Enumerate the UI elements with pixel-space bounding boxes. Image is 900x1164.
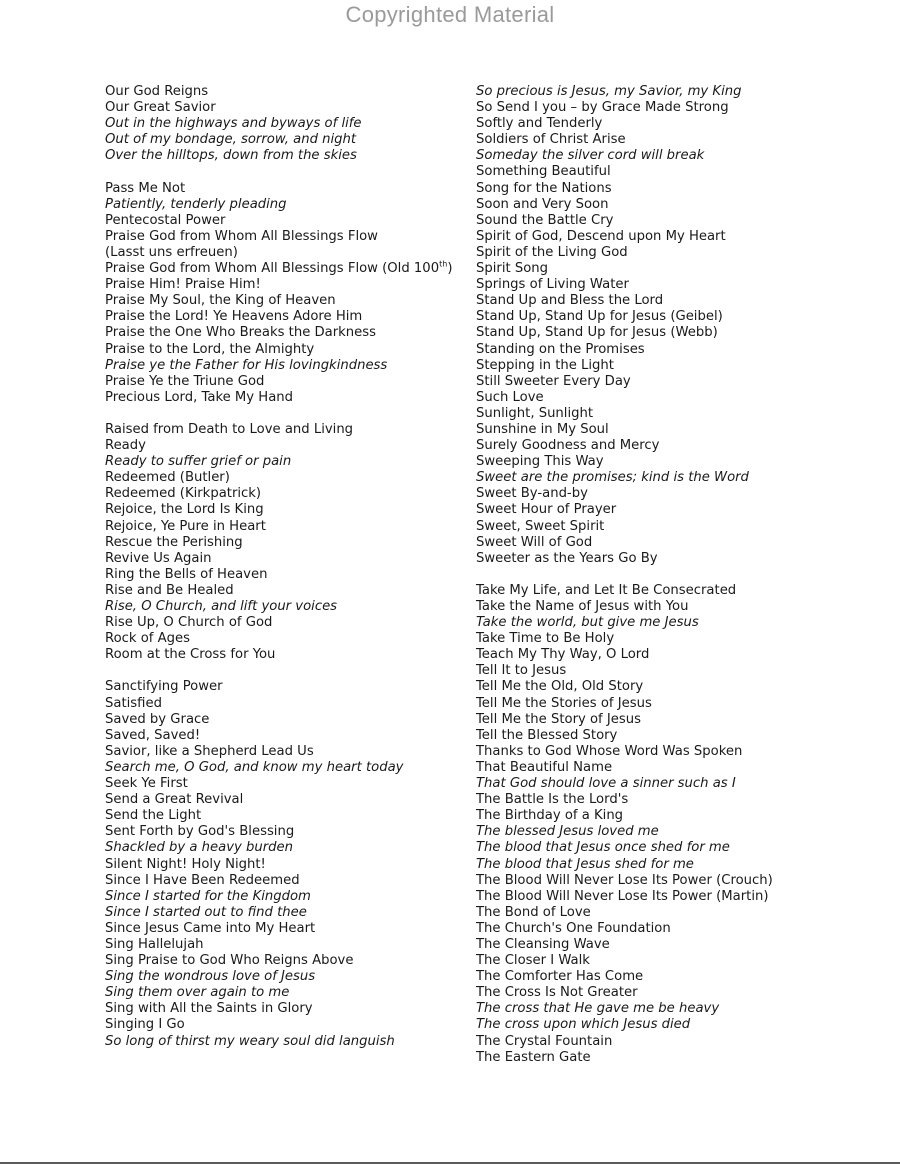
hymn-title (105, 792, 460, 808)
hymn-title (476, 824, 876, 840)
hymn-title (476, 921, 876, 937)
hymn-title (105, 840, 460, 856)
hymn-title (476, 213, 876, 229)
hymn-title (476, 808, 876, 824)
hymn-title (476, 277, 876, 293)
hymn-title-text: Ready (105, 438, 146, 454)
hymn-title (105, 438, 460, 454)
hymn-title-text: Shackled by a heavy burden (105, 840, 294, 856)
hymn-title-text: Praise ye the Father for His lovingkindness (105, 357, 388, 373)
hymn-title-text: Take the Name of Jesus with You (476, 599, 689, 614)
hymn-title (476, 486, 876, 502)
hymn-title (105, 390, 460, 406)
hymn-title-text: Surely Goodness and Mercy (476, 438, 660, 454)
hymn-title-text: Sweet Will of God (476, 534, 593, 550)
hymn-title-text: Soon and Very Soon (476, 196, 609, 212)
hymn-title (105, 696, 460, 712)
hymn-title (476, 776, 876, 792)
hymn-title (476, 519, 876, 535)
hymn-title-text: Rise, O Church, and lift your voices (105, 599, 338, 614)
hymn-title-text: Softly and Tenderly (476, 116, 603, 132)
hymn-title (476, 631, 876, 647)
hymn-title-text: The blood that Jesus once shed for me (476, 840, 730, 856)
hymn-title-text: The Bond of Love (476, 904, 591, 920)
hymn-title (105, 84, 460, 100)
hymn-title (105, 1001, 460, 1017)
hymn-title-text: The cross that He gave me be heavy (476, 1001, 720, 1017)
hymn-title-text: So precious is Jesus, my Savior, my King (476, 84, 742, 99)
hymn-title (476, 164, 876, 180)
hymn-title-text: Redeemed (Butler) (105, 470, 230, 486)
hymn-title-text: Sunshine in My Soul (476, 421, 609, 437)
ordinal-superscript: th (439, 259, 448, 269)
hymn-title (476, 245, 876, 261)
hymn-title-text: Stand Up, Stand Up for Jesus (Geibel) (476, 309, 723, 325)
hymn-title (105, 728, 460, 744)
hymn-title (476, 985, 876, 1001)
hymn-title (105, 148, 460, 164)
hymn-title (105, 631, 460, 647)
hymn-title (105, 647, 460, 663)
hymn-title-text: Rock of Ages (105, 631, 190, 647)
hymn-title (105, 953, 460, 969)
hymn-title-text: Rise Up, O Church of God (105, 615, 273, 631)
hymn-title-text: Sing Hallelujah (105, 936, 204, 952)
hymn-title-text: Silent Night! Holy Night! (105, 856, 266, 872)
hymn-title-text: (Lasst uns erfreuen) (105, 244, 238, 260)
copyright-watermark: Copyrighted Material (345, 2, 555, 27)
hymn-title (105, 486, 460, 502)
hymn-title (476, 390, 876, 406)
hymn-title-text: Take Time to Be Holy (476, 631, 615, 647)
hymn-title-text: Sunlight, Sunlight (476, 405, 594, 421)
hymn-title-text: Rejoice, the Lord Is King (105, 502, 264, 518)
hymn-title-text: The Comforter Has Come (476, 969, 644, 985)
hymn-title (105, 181, 460, 197)
hymn-title (105, 261, 460, 277)
hymn-title-text: Praise Him! Praise Him! (105, 277, 261, 293)
hymn-title (476, 792, 876, 808)
hymn-title (105, 325, 460, 341)
hymn-title (105, 519, 460, 535)
hymn-title-text: Out in the highways and byways of life (105, 116, 362, 132)
hymn-title (105, 921, 460, 937)
hymn-title-text: Since I started for the Kingdom (105, 888, 311, 904)
hymn-title-text: Tell Me the Story of Jesus (476, 711, 641, 727)
hymn-title-text: Such Love (476, 389, 544, 405)
hymn-title-text: Sound the Battle Cry (476, 212, 614, 228)
hymn-title-text: Take the world, but give me Jesus (476, 615, 699, 631)
hymn-title-text: Spirit Song (476, 261, 549, 277)
hymn-title (105, 776, 460, 792)
hymn-title (476, 840, 876, 856)
hymn-title (476, 181, 876, 197)
hymn-title-text: So Send I you – by Grace Made Strong (476, 100, 729, 116)
hymn-title (105, 873, 460, 889)
hymn-title-text: Sweet By-and-by (476, 486, 588, 502)
hymn-title (105, 1034, 460, 1050)
hymn-title (476, 744, 876, 760)
hymn-title-text: Praise Ye the Triune God (105, 373, 265, 389)
hymn-index-right-column (476, 84, 876, 1066)
hymn-title (476, 470, 876, 486)
hymn-title-text: Patiently, tenderly pleading (105, 196, 287, 212)
hymn-title-text: Rejoice, Ye Pure in Heart (105, 518, 266, 534)
hymn-title (105, 309, 460, 325)
hymn-title (476, 905, 876, 921)
hymn-title (105, 422, 460, 438)
hymn-title-text: Tell Me the Old, Old Story (476, 679, 644, 695)
hymn-title (105, 116, 460, 132)
hymn-title-text: Praise God from Whom All Blessings Flow (105, 228, 378, 244)
hymn-title-text: Savior, like a Shepherd Lead Us (105, 743, 314, 759)
hymn-title (476, 261, 876, 277)
hymn-title-text: Sweet Hour of Prayer (476, 502, 617, 518)
hymn-title (105, 937, 460, 953)
hymn-title (476, 502, 876, 518)
hymn-title-text: Seek Ye First (105, 776, 188, 792)
hymn-title-text: So long of thirst my weary soul did languish (105, 1033, 395, 1049)
hymn-title (476, 293, 876, 309)
hymn-title (105, 905, 460, 921)
hymn-title (476, 1001, 876, 1017)
hymn-title-text: The Blood Will Never Lose Its Power (Martin) (476, 888, 769, 904)
hymn-title-text: Sweet are the promises; kind is the Word (476, 470, 749, 486)
hymn-title (105, 454, 460, 470)
hymn-title-text: Raised from Death to Love and Living (105, 421, 354, 437)
hymn-title (105, 1017, 460, 1033)
hymn-title (105, 808, 460, 824)
hymn-title-text: Since I started out to find thee (105, 904, 307, 920)
hymn-title (105, 744, 460, 760)
hymn-title-text: Sweeping This Way (476, 454, 604, 470)
hymn-title (105, 535, 460, 551)
hymn-title (105, 229, 460, 245)
hymn-title-text: Sweeter as the Years Go By (476, 550, 658, 566)
hymn-title (105, 374, 460, 390)
hymn-title-text: Sweet, Sweet Spirit (476, 518, 605, 534)
hymn-title-text: Praise My Soul, the King of Heaven (105, 293, 336, 309)
hymn-title-text: Room at the Cross for You (105, 647, 276, 663)
hymn-title-text: The Church's One Foundation (476, 920, 671, 936)
hymn-title-text: Redeemed (Kirkpatrick) (105, 486, 262, 502)
hymn-title (476, 116, 876, 132)
hymn-title (105, 502, 460, 518)
hymn-title (476, 728, 876, 744)
hymn-title (105, 470, 460, 486)
hymn-title-text: Saved, Saved! (105, 727, 201, 743)
hymn-title-text: That God should love a sinner such as I (476, 776, 736, 792)
hymn-title (105, 583, 460, 599)
hymn-title-text: Rescue the Perishing (105, 534, 243, 550)
hymn-title (476, 374, 876, 390)
hymn-title-text: Since I Have Been Redeemed (105, 872, 300, 888)
hymn-title-text: The Birthday of a King (476, 808, 624, 824)
hymn-title (476, 325, 876, 341)
hymn-title (476, 148, 876, 164)
hymn-title-text: Standing on the Promises (476, 341, 645, 357)
hymn-title (105, 969, 460, 985)
hymn-title-text: Something Beautiful (476, 164, 611, 180)
hymn-title-text: Precious Lord, Take My Hand (105, 389, 294, 405)
hymn-title-text: The Crystal Fountain (476, 1033, 613, 1049)
hymn-title (105, 245, 460, 261)
hymn-title (476, 197, 876, 213)
hymn-title-text: That Beautiful Name (476, 759, 613, 775)
hymn-title (476, 583, 876, 599)
hymn-title-text: The Eastern Gate (476, 1049, 591, 1065)
hymn-title-text: Rise and Be Healed (105, 582, 234, 598)
hymn-title (476, 696, 876, 712)
hymn-title (476, 969, 876, 985)
hymn-title-text: Ring the Bells of Heaven (105, 566, 268, 582)
hymn-title (105, 197, 460, 213)
hymn-title (476, 1050, 876, 1066)
hymn-title-text: Send the Light (105, 808, 202, 824)
hymn-title-text: Our Great Savior (105, 100, 216, 116)
hymn-title-text: Sing them over again to me (105, 985, 290, 1001)
hymn-title (476, 937, 876, 953)
hymn-title-text: Out of my bondage, sorrow, and night (105, 132, 357, 148)
hymn-title-text: Pass Me Not (105, 180, 186, 196)
hymn-title-text: Praise to the Lord, the Almighty (105, 341, 315, 357)
hymn-title-text: Stepping in the Light (476, 357, 614, 373)
hymn-title-text: Spirit of the Living God (476, 244, 628, 260)
hymn-title (105, 342, 460, 358)
hymn-title (476, 309, 876, 325)
hymn-title (476, 132, 876, 148)
hymn-title (476, 535, 876, 551)
hymn-title-text: The Cross Is Not Greater (476, 985, 638, 1001)
hymn-title-text: Tell It to Jesus (476, 663, 567, 679)
hymn-title-text: Springs of Living Water (476, 277, 629, 293)
hymn-title (476, 358, 876, 374)
hymn-title-text: Revive Us Again (105, 550, 212, 566)
hymn-title-text: Still Sweeter Every Day (476, 373, 631, 389)
hymn-title (105, 100, 460, 116)
hymn-title (476, 873, 876, 889)
hymn-title-text: Someday the silver cord will break (476, 148, 705, 164)
hymn-title (476, 1017, 876, 1033)
hymn-title (476, 953, 876, 969)
hymn-title-suffix: ) (447, 261, 453, 277)
hymn-title-text: Ready to suffer grief or pain (105, 454, 292, 470)
hymn-title-text: Tell the Blessed Story (476, 727, 618, 743)
hymn-title-text: Sanctifying Power (105, 679, 223, 695)
hymn-title (476, 454, 876, 470)
hymn-title (105, 293, 460, 309)
hymn-title-text: The Battle Is the Lord's (476, 792, 629, 808)
hymn-title (476, 342, 876, 358)
hymn-title-text: The blood that Jesus shed for me (476, 856, 694, 872)
hymn-title-text: The Blood Will Never Lose Its Power (Crouch) (476, 872, 773, 888)
hymn-title (476, 857, 876, 873)
hymn-title-text: Praise God from Whom All Blessings Flow (Old 100 (105, 261, 440, 277)
hymn-title (105, 615, 460, 631)
hymn-title (105, 358, 460, 374)
hymn-title-text: Song for the Nations (476, 180, 612, 196)
hymn-title (476, 679, 876, 695)
hymn-title (476, 712, 876, 728)
hymn-title (105, 213, 460, 229)
hymn-title (105, 551, 460, 567)
hymn-index-left-column (105, 84, 460, 1050)
hymn-title-text: Sing with All the Saints in Glory (105, 1001, 313, 1017)
hymn-title-text: Stand Up and Bless the Lord (476, 293, 664, 309)
hymn-title (476, 599, 876, 615)
hymn-title (476, 889, 876, 905)
hymn-title-text: Our God Reigns (105, 84, 209, 99)
hymn-title (476, 229, 876, 245)
hymn-title-text: Tell Me the Stories of Jesus (476, 695, 652, 711)
hymn-title (476, 100, 876, 116)
hymn-title (105, 567, 460, 583)
hymn-title-text: Stand Up, Stand Up for Jesus (Webb) (476, 325, 718, 341)
hymn-title-text: The Cleansing Wave (476, 936, 610, 952)
hymn-title-text: Since Jesus Came into My Heart (105, 920, 316, 936)
hymn-title (476, 84, 876, 100)
hymn-title (105, 760, 460, 776)
hymn-title-text: Praise the Lord! Ye Heavens Adore Him (105, 309, 363, 325)
hymn-title (105, 824, 460, 840)
hymn-title-text: Singing I Go (105, 1017, 185, 1033)
hymn-title-text: Soldiers of Christ Arise (476, 132, 626, 148)
hymn-title (105, 277, 460, 293)
hymn-title-text: Sing the wondrous love of Jesus (105, 969, 316, 985)
hymn-title (105, 857, 460, 873)
hymn-title-text: Pentecostal Power (105, 212, 226, 228)
hymn-title (476, 647, 876, 663)
hymn-title (476, 438, 876, 454)
hymn-title (105, 889, 460, 905)
hymn-title-text: Sing Praise to God Who Reigns Above (105, 953, 354, 969)
hymn-title (476, 760, 876, 776)
hymn-title (476, 551, 876, 567)
hymn-title-text: Thanks to God Whose Word Was Spoken (476, 743, 743, 759)
hymn-title-text: Saved by Grace (105, 711, 210, 727)
hymn-title-text: Spirit of God, Descend upon My Heart (476, 228, 726, 244)
hymn-title-text: Search me, O God, and know my heart today (105, 759, 404, 775)
hymn-title (105, 599, 460, 615)
hymn-title (105, 985, 460, 1001)
hymn-title-text: Teach My Thy Way, O Lord (476, 647, 650, 663)
hymn-title-text: Over the hilltops, down from the skies (105, 148, 357, 164)
hymn-title-text: Take My Life, and Let It Be Consecrated (476, 582, 737, 598)
hymn-title-text: The cross upon which Jesus died (476, 1017, 691, 1033)
hymn-title-text: Praise the One Who Breaks the Darkness (105, 325, 377, 341)
hymn-title (476, 1034, 876, 1050)
hymn-title (476, 406, 876, 422)
hymn-title-text: Sent Forth by God's Blessing (105, 824, 295, 840)
hymn-title (105, 679, 460, 695)
hymn-title (476, 422, 876, 438)
hymn-title (476, 615, 876, 631)
hymn-title (476, 663, 876, 679)
hymn-title (105, 132, 460, 148)
hymn-title-text: The blessed Jesus loved me (476, 824, 659, 840)
hymn-title (105, 712, 460, 728)
hymn-title-text: Satisfied (105, 695, 162, 711)
hymn-title-text: Send a Great Revival (105, 792, 244, 808)
hymn-title-text: The Closer I Walk (476, 953, 590, 969)
